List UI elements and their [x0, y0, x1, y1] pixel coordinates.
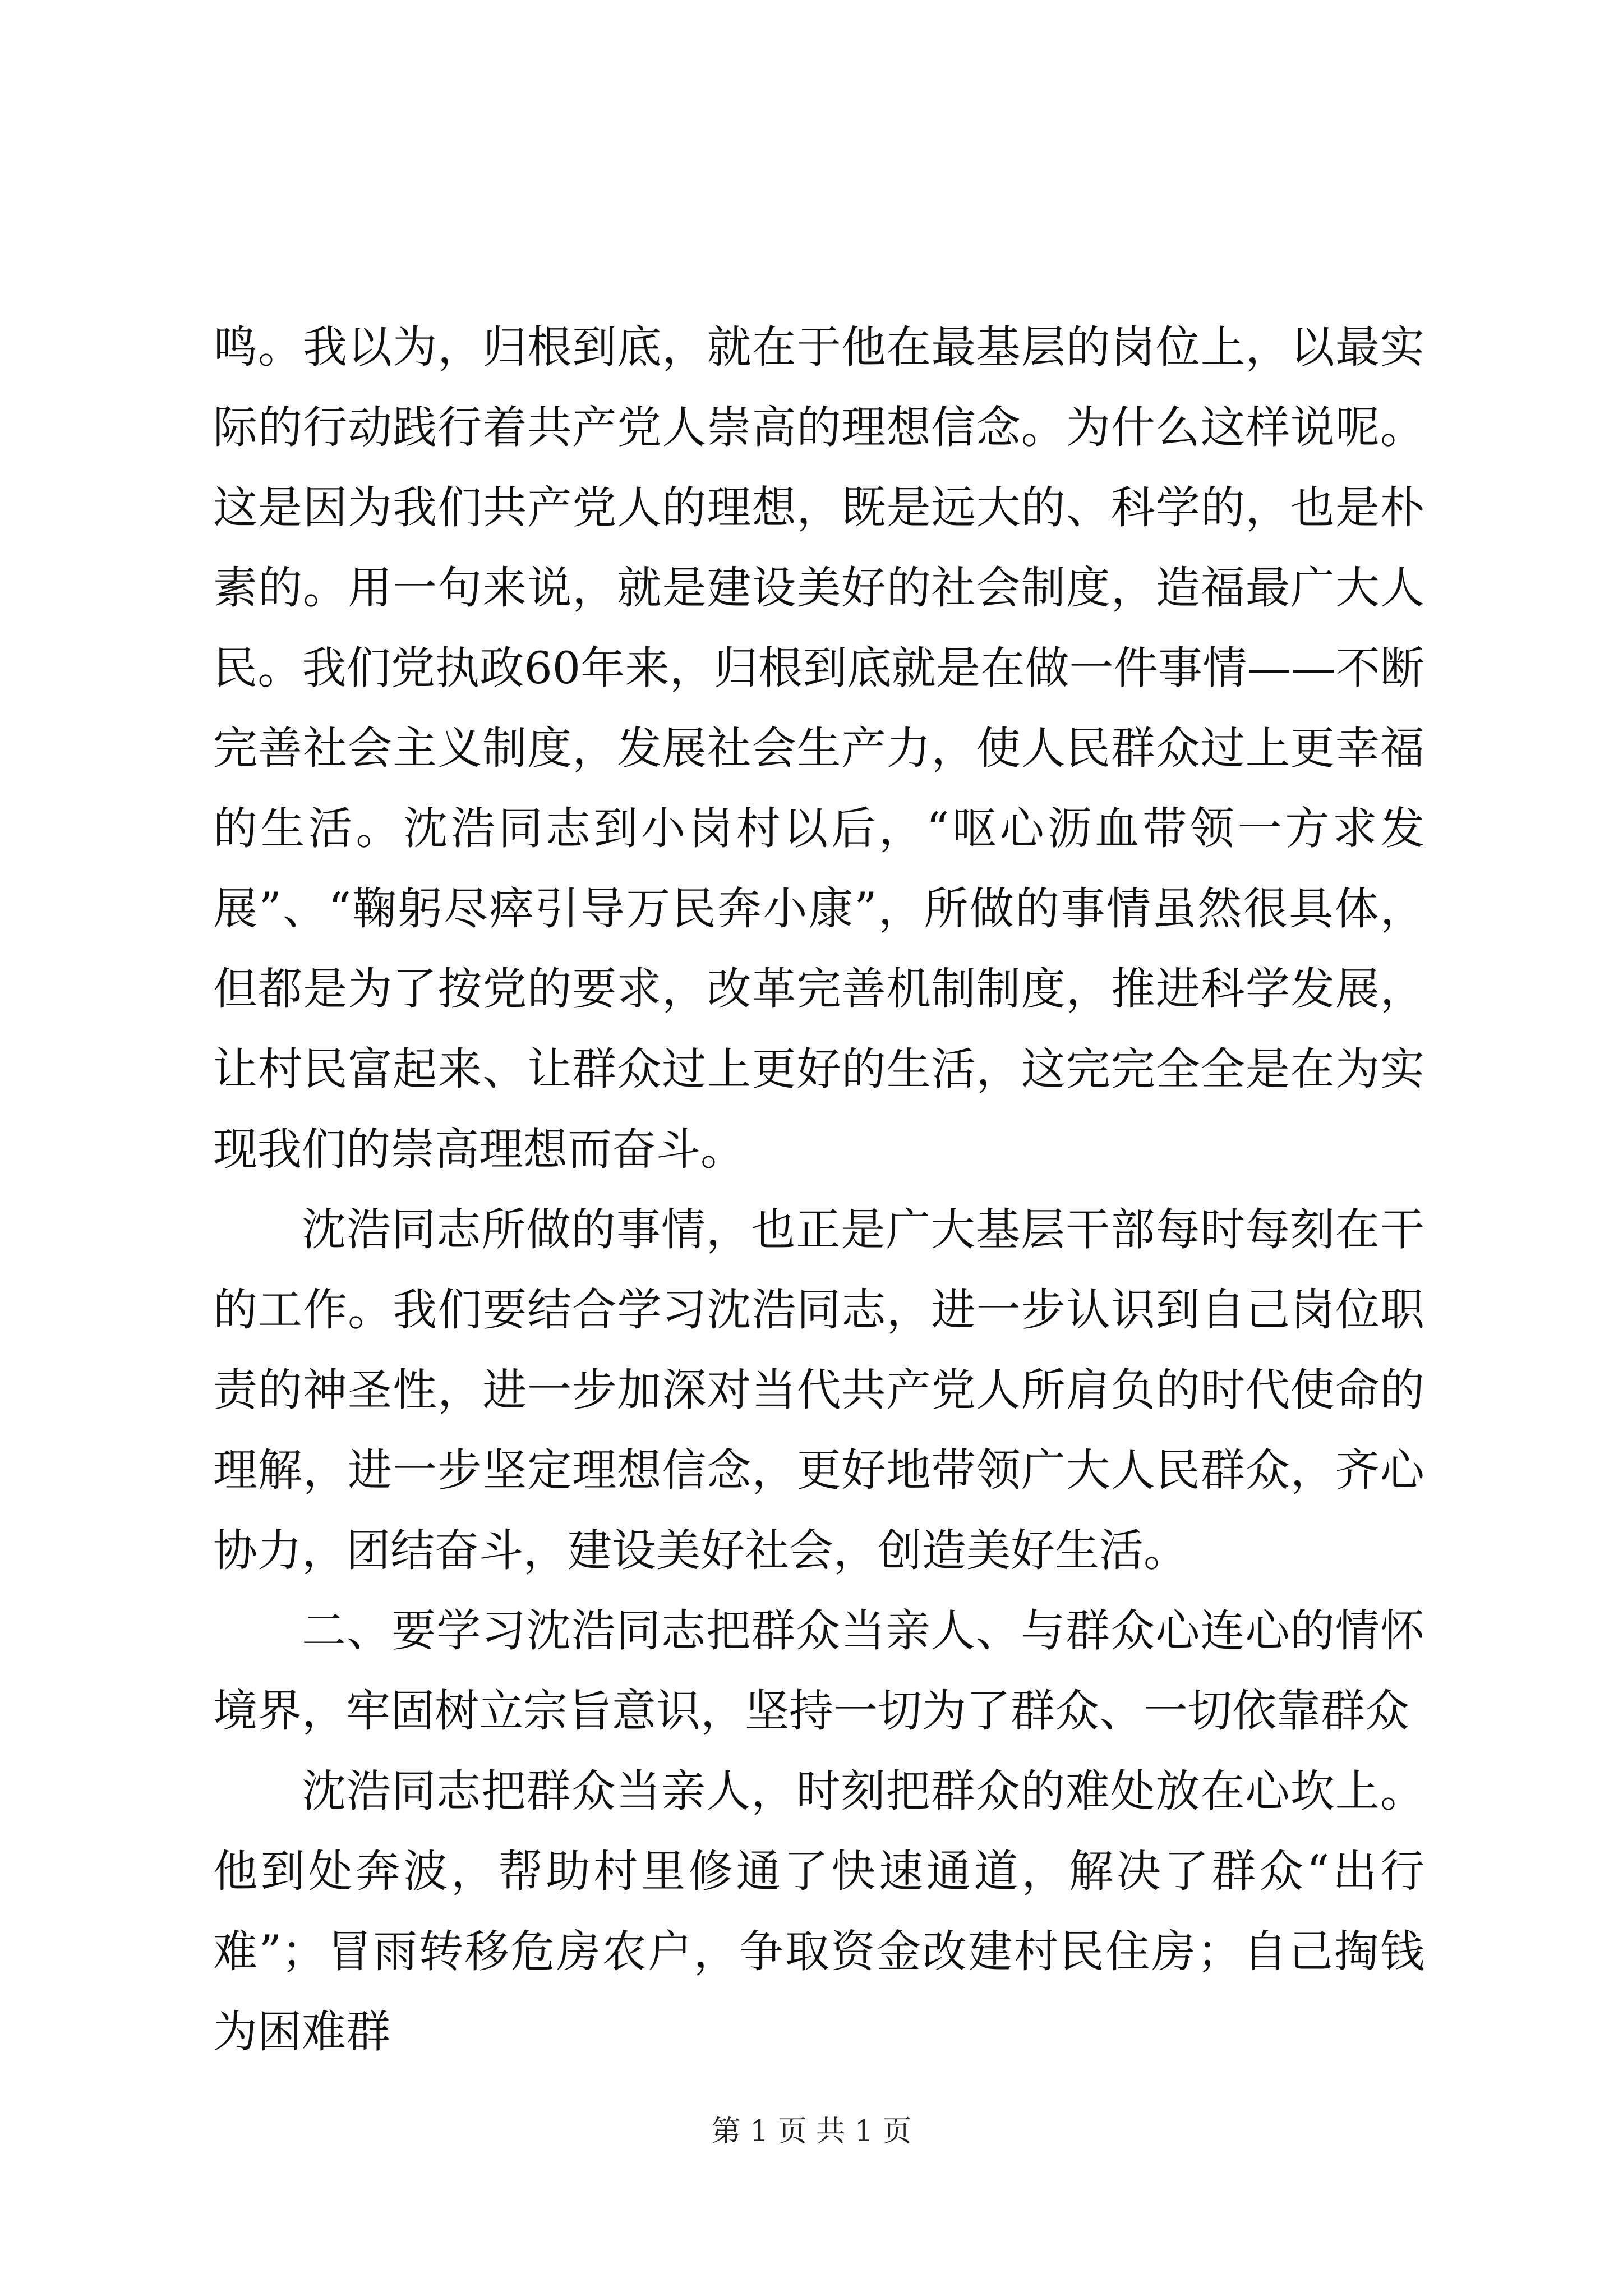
- document-body: [213, 307, 1424, 2072]
- section-heading-2: 二、要学习沈浩同志把群众当亲人、与群众心连心的情怀境界，牢固树立宗旨意识，坚持一切为了群众、一切依靠群众: [213, 1605, 1424, 1737]
- paragraph-4: 沈浩同志把群众当亲人，时刻把群众的难处放在心坎上。他到处奔波，帮助村里修通了快速通道，解决了群众“出行难”；冒雨转移危房农户，争取资金改建村民住房；自己掏钱为困难群: [213, 1765, 1424, 2058]
- paragraph-2: 沈浩同志所做的事情，也正是广大基层干部每时每刻在干的工作。我们要结合学习沈浩同志，进一步认识到自己岗位职责的神圣性，进一步加深对当代共产党人所肩负的时代使命的理解，进一步坚定理想信念，更好地带领广大人民群众，齐心协力，团结奋斗，建设美好社会，创造美好生活。: [213, 1204, 1424, 1576]
- page-number-footer: 第 1 页 共 1 页: [711, 2115, 912, 2148]
- paragraph-1: 鸣。我以为，归根到底，就在于他在最基层的岗位上，以最实际的行动践行着共产党人崇高的理想信念。为什么这样说呢。这是因为我们共产党人的理想，既是远大的、科学的，也是朴素的。用一句来说，就是建设美好的社会制度，造福最广大人民。我们党执政60年来，归根到底就是在做一件事情——不断完善社会主义制度，发展社会生产力，使人民群众过上更幸福的生活。沈浩同志到小岗村以后，“呕心沥血带领一方求发展”、“鞠躬尽瘁引导万民奔小康”，所做的事情虽然很具体，但都是为了按党的要求，改革完善机制制度，推进科学发展，让村民富起来、让群众过上更好的生活，这完完全全是在为实现我们的崇高理想而奋斗。: [213, 321, 1424, 1175]
